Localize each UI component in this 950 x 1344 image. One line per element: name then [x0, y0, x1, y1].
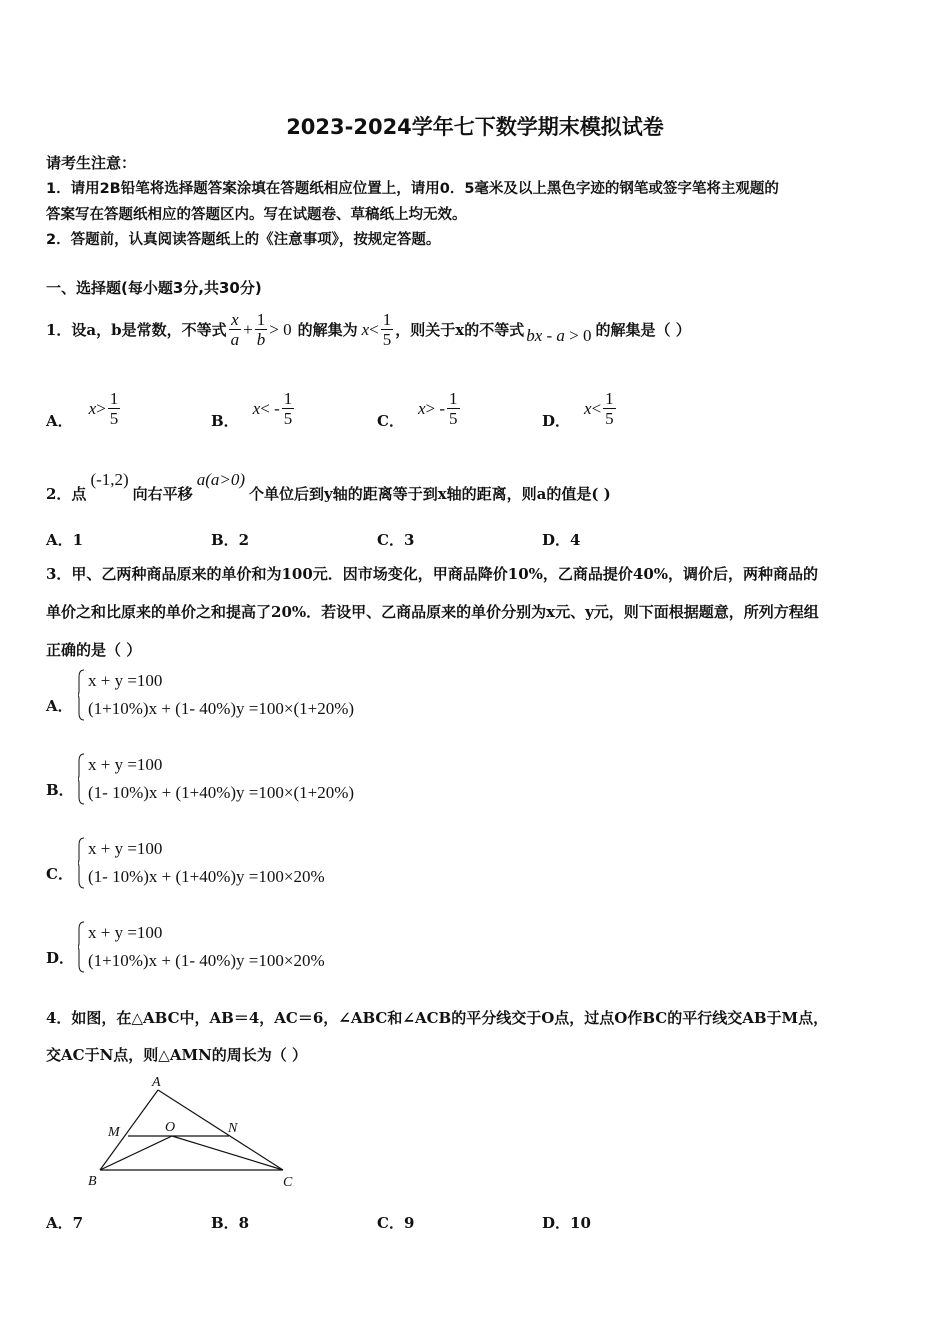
q1-option-c[interactable]: C． x > - $\frac{1}{5}$ — [377, 389, 458, 430]
q1-text-2: 的解集为 — [297, 321, 358, 339]
q3-option-a-label[interactable]: A． — [46, 697, 73, 715]
option-d-expr: x — [584, 398, 592, 418]
q2-text-1: 2．点 — [46, 485, 87, 503]
page-title: 2023-2024学年七下数学期末模拟试卷 — [286, 115, 664, 139]
option-a-fraction: $\frac{1}{5}$ — [109, 389, 119, 428]
q4-option-a[interactable]: A．7 — [46, 1214, 84, 1232]
q4-line-1: 4．如图，在△ABC中，AB＝4，AC＝6，∠ABC和∠ACB的平分线交于O点，过点O作BC的平行线交AB于M点， — [46, 1009, 829, 1027]
option-c-expr: x — [417, 398, 426, 418]
label-m: M — [108, 1125, 120, 1140]
option-b-expr: x — [252, 398, 261, 418]
plus-sign: + — [243, 319, 253, 339]
triangle-diagram — [80, 1072, 310, 1194]
q3-option-c-label[interactable]: C． — [46, 865, 73, 883]
label-b: B — [88, 1174, 97, 1189]
q2-option-d[interactable]: D．4 — [542, 531, 581, 549]
equation-1: x + y =100 — [88, 839, 163, 858]
q1-option-d[interactable]: D． x < $\frac{1}{5}$ — [542, 389, 614, 430]
section-heading: 一、选择题(每小题3分,共30分) — [46, 279, 262, 297]
q1-option-a[interactable]: A． x > $\frac{1}{5}$ — [46, 389, 119, 430]
question-2 — [46, 470, 611, 504]
q2-text-3: 个单位后到y轴的距离等于到x轴的距离，则a的值是( ) — [248, 485, 611, 503]
equation-1: x + y =100 — [88, 923, 163, 942]
equation-2: (1+10%)x + (1- 40%)y =100×(1+20%) — [88, 699, 355, 718]
q3-option-d-label[interactable]: D． — [46, 949, 75, 967]
brace-icon — [78, 669, 84, 721]
brace-icon — [78, 753, 84, 805]
fraction-1-over-b: $\frac{1}{b}$ — [256, 310, 266, 349]
option-d-fraction: $\frac{1}{5}$ — [605, 389, 614, 428]
brace-icon — [78, 921, 84, 973]
label-o: O — [165, 1120, 176, 1135]
equation-1: x + y =100 — [88, 671, 163, 690]
q2-shift: a(a>0) — [196, 470, 245, 489]
option-a-expr: x — [88, 398, 97, 418]
q1-text-1: 1．设a，b是常数，不等式 — [46, 321, 227, 339]
q4-option-d[interactable]: D．10 — [542, 1214, 591, 1232]
inequality-bx-a: bx - a > 0 — [526, 325, 592, 345]
var-x: x — [361, 319, 370, 339]
q2-option-c[interactable]: C．3 — [377, 531, 415, 549]
option-c-fraction: $\frac{1}{5}$ — [449, 389, 458, 428]
equation-2: (1+10%)x + (1- 40%)y =100×20% — [88, 951, 325, 970]
q4-option-b[interactable]: B．8 — [211, 1214, 250, 1232]
equation-2: (1- 10%)x + (1+40%)y =100×20% — [88, 867, 325, 886]
q2-option-b[interactable]: B．2 — [211, 531, 250, 549]
notice-line-2: 答案写在答题纸相应的答题区内。写在试题卷、草稿纸上均无效。 — [46, 207, 467, 223]
label-c: C — [283, 1175, 293, 1190]
q3-option-c-system — [78, 835, 325, 891]
q4-option-c[interactable]: C．9 — [377, 1214, 415, 1232]
fraction-x-over-a: $\frac{x}{a}$ — [230, 310, 240, 349]
q1-text-4: 的解集是（ ） — [595, 321, 691, 339]
q2-text-2: 向右平移 — [132, 485, 193, 503]
q1-text-3: ，则关于x的不等式 — [395, 321, 525, 339]
q3-option-b-system — [78, 751, 354, 807]
equation-1: x + y =100 — [88, 755, 163, 774]
segment-bo — [100, 1136, 172, 1170]
label-n: N — [228, 1121, 238, 1136]
q4-line-2: 交AC于N点，则△AMN的周长为（ ） — [46, 1046, 307, 1064]
q2-option-a[interactable]: A．1 — [46, 531, 84, 549]
fraction-1-over-5: $\frac{1}{5}$ — [382, 310, 392, 349]
notice-line-1: 1．请用2B铅笔将选择题答案涂填在答题纸相应位置上，请用0．5毫米及以上黑色字迹的钢笔或签字笔将主观题的 — [46, 181, 779, 197]
label-a: A — [152, 1075, 161, 1090]
q1-option-b[interactable]: B． x < - $\frac{1}{5}$ — [211, 389, 293, 430]
side-ac — [158, 1090, 283, 1170]
q3-line-1: 3．甲、乙两种商品原来的单价和为100元．因市场变化，甲商品降价10%，乙商品提价40%，调价后，两种商品的 — [46, 565, 819, 583]
question-1 — [46, 310, 691, 349]
notice-line-3: 2．答题前，认真阅读答题纸上的《注意事项》，按规定答题。 — [46, 232, 441, 248]
greater-than-zero: > 0 — [269, 319, 292, 339]
segment-oc — [172, 1136, 283, 1170]
q3-option-d-system — [78, 919, 325, 975]
brace-icon — [78, 837, 84, 889]
less-than: < — [369, 319, 379, 339]
equation-2: (1- 10%)x + (1+40%)y =100×(1+20%) — [88, 783, 355, 802]
q3-option-b-label[interactable]: B． — [46, 781, 74, 799]
option-b-fraction: $\frac{1}{5}$ — [283, 389, 293, 428]
q2-point: (-1,2) — [90, 470, 129, 489]
q3-option-a-system — [78, 667, 354, 723]
q3-line-3: 正确的是（ ） — [46, 641, 142, 659]
notice-heading: 请考生注意： — [46, 154, 137, 172]
q3-line-2: 单价之和比原来的单价之和提高了20%．若设甲、乙商品原来的单价分别为x元、y元，则下面根据题意，所列方程组 — [46, 603, 819, 621]
